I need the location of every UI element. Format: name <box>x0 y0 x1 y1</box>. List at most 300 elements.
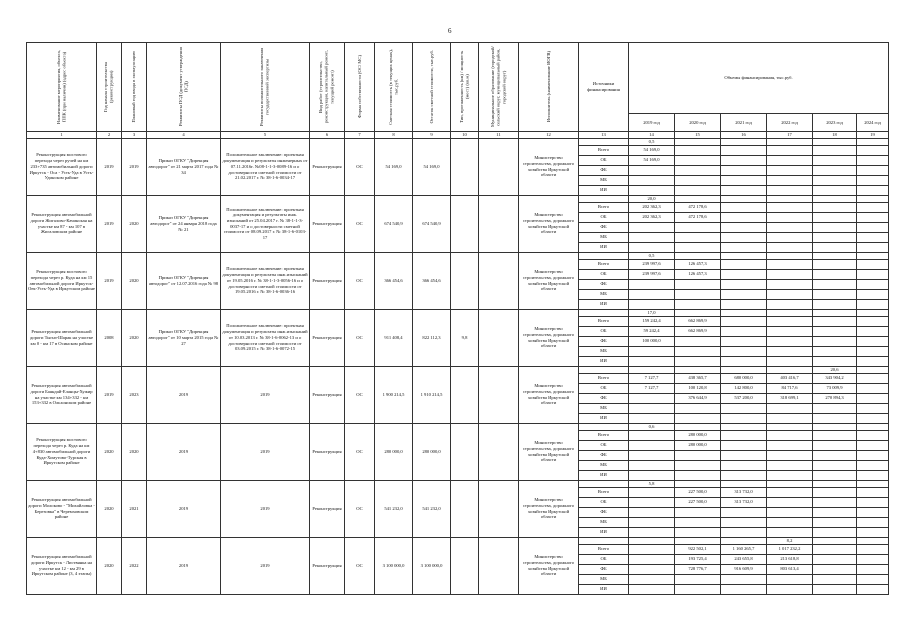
financing-value: 343 904,2 <box>813 373 857 383</box>
financing-value <box>813 450 857 460</box>
financing-value <box>857 242 889 252</box>
financing-value <box>767 403 813 413</box>
financing-value <box>857 155 889 165</box>
financing-value <box>857 487 889 497</box>
object-name: Реконструкция автомобильной дороги Молоково - "Михайловка - Березовка" в Черемховском районе <box>27 480 97 537</box>
financing-value <box>629 574 675 584</box>
financing-value <box>857 393 889 403</box>
ownership: ОС <box>345 309 375 366</box>
source-label: ИИ <box>579 470 629 480</box>
financing-value <box>767 487 813 497</box>
source-label: ИИ <box>579 413 629 423</box>
financing-value <box>721 279 767 289</box>
financing-value <box>767 155 813 165</box>
source-label: Всего <box>579 487 629 497</box>
financing-value <box>721 413 767 423</box>
financing-value: 313 732,0 <box>721 497 767 507</box>
financing-value <box>813 269 857 279</box>
financing-value <box>767 326 813 336</box>
object-name: Реконструкция мостового перехода через ручей на км 233+735 автомобильной дороги Иркутск - Оса - Усть-Уда в Усть-Удинском районе <box>27 138 97 195</box>
financing-value <box>813 155 857 165</box>
financing-value <box>721 259 767 269</box>
financing-value <box>813 517 857 527</box>
empty-cell <box>675 366 721 373</box>
financing-value <box>767 574 813 584</box>
start-year: 2020 <box>97 423 122 480</box>
index-cell: 7 <box>345 132 375 139</box>
financing-value <box>767 185 813 195</box>
financing-value <box>721 336 767 346</box>
financing-value <box>767 460 813 470</box>
index-cell: 18 <box>813 132 857 139</box>
expertise-details: Положительное заключение: проектная документация и результаты инж. изысканий от 25.04.2017 г. № 38-1-1-3-0037-17 и о достоверности сметной стоимости от 08.09.2017 г. № 38-1-6-0103-17 <box>221 195 310 252</box>
financing-value <box>629 289 675 299</box>
source-label: МБ <box>579 346 629 356</box>
financing-value: 472 178,6 <box>675 212 721 222</box>
index-cell: 13 <box>579 132 629 139</box>
empty-cell <box>857 480 889 487</box>
financing-value: 126 457,3 <box>675 259 721 269</box>
table-row <box>27 138 889 145</box>
financing-value <box>767 299 813 309</box>
empty-cell <box>767 195 813 202</box>
source-label: МБ <box>579 517 629 527</box>
expertise-details: 2019 <box>221 537 310 594</box>
source-spacer <box>579 309 629 316</box>
source-label: ОБ <box>579 269 629 279</box>
financing-value <box>813 289 857 299</box>
financing-value: 243 655,8 <box>721 554 767 564</box>
financing-value <box>629 430 675 440</box>
empty-cell <box>813 309 857 316</box>
financing-value: 142 800,0 <box>721 383 767 393</box>
estimated-cost: 911 408,4 <box>375 309 413 366</box>
financing-value <box>629 356 675 366</box>
source-label: МБ <box>579 289 629 299</box>
remaining-cost: 541 232,0 <box>413 480 451 537</box>
financing-value <box>813 145 857 155</box>
source-label: ИИ <box>579 584 629 594</box>
expertise-details: Положительное заключение: проектная документация и результаты инж.изысканий от 19.05.2016 г. № 38-1-1-3-0056-16 и о достоверности сметной стоимости от 19.05.2016 г. № 38-1-6-0036-16 <box>221 252 310 309</box>
financing-value <box>721 185 767 195</box>
financing-value: 728 776,7 <box>675 564 721 574</box>
index-cell: 6 <box>310 132 345 139</box>
index-cell: 8 <box>375 132 413 139</box>
financing-value <box>767 440 813 450</box>
remaining-cost: 54 169,0 <box>413 138 451 195</box>
index-cell: 4 <box>147 132 221 139</box>
empty-cell <box>857 537 889 544</box>
financing-value <box>857 202 889 212</box>
financing-value <box>813 356 857 366</box>
financing-value: 159 242,4 <box>629 316 675 326</box>
index-cell: 1 <box>27 132 97 139</box>
source-label: МБ <box>579 403 629 413</box>
empty-cell <box>857 366 889 373</box>
capacity-value: 20,0 <box>629 195 675 202</box>
index-cell: 2 <box>97 132 122 139</box>
financing-value <box>629 470 675 480</box>
remaining-cost: 280 000,0 <box>413 423 451 480</box>
financing-value <box>675 356 721 366</box>
financing-value <box>813 175 857 185</box>
financing-value: 227 500,0 <box>675 487 721 497</box>
municipality <box>479 195 519 252</box>
financing-value <box>721 430 767 440</box>
financing-value <box>857 346 889 356</box>
financing-value <box>629 393 675 403</box>
financing-value <box>813 165 857 175</box>
financing-value <box>721 232 767 242</box>
financing-value <box>857 316 889 326</box>
psd-details: Приказ ОГКУ "Дирекция автодорог" от 12.07.2016 года № 98 <box>147 252 221 309</box>
financing-value: 376 644,9 <box>675 393 721 403</box>
financing-value: 84 717,6 <box>767 383 813 393</box>
empty-cell <box>721 423 767 430</box>
source-label: ОБ <box>579 554 629 564</box>
financing-value <box>675 450 721 460</box>
financing-value <box>813 326 857 336</box>
financing-value <box>629 564 675 574</box>
financing-value <box>675 145 721 155</box>
source-label: Всего <box>579 145 629 155</box>
capacity-value: 8,2 <box>767 537 813 544</box>
work-type: Реконструкция <box>310 480 345 537</box>
empty-cell <box>813 537 857 544</box>
financing-value <box>629 403 675 413</box>
executor: Министерство строительства, дорожного хозяйства Иркутской области <box>519 537 579 594</box>
empty-cell <box>675 423 721 430</box>
source-label: МБ <box>579 574 629 584</box>
table-row <box>27 480 889 487</box>
col-header-sources: Источники финансирования <box>579 43 629 132</box>
financing-value <box>857 212 889 222</box>
financing-value <box>857 299 889 309</box>
financing-value: 100 120,8 <box>675 383 721 393</box>
header-row <box>27 43 889 114</box>
financing-value: 680 000,0 <box>721 373 767 383</box>
col-header-cost: Сметная стоимость (в текущих ценах), тыс.руб. <box>375 43 413 132</box>
financing-value: 803 613,4 <box>767 564 813 574</box>
financing-value <box>857 440 889 450</box>
financing-value <box>767 242 813 252</box>
financing-value <box>675 279 721 289</box>
financing-value <box>629 450 675 460</box>
capacity-value: 20,6 <box>813 366 857 373</box>
table-row <box>27 309 889 316</box>
year-2022: 2022 год <box>767 114 813 132</box>
object-name: Реконструкция мостового перехода через р. Куда на км 15 автомобильной дороги Иркутск-Оек-Усть-Уда в Иркутском районе <box>27 252 97 309</box>
financing-value <box>675 507 721 517</box>
financing-value <box>767 316 813 326</box>
index-cell: 12 <box>519 132 579 139</box>
empty-cell <box>629 366 675 373</box>
financing-value <box>767 222 813 232</box>
executor: Министерство строительства, дорожного хозяйства Иркутской области <box>519 195 579 252</box>
empty-cell <box>675 138 721 145</box>
object-name: Реконструкция мостового перехода через р. Куда на км 4+830 автомобильной дороги Куда-Хомутово-Турская в Иркутском районе <box>27 423 97 480</box>
financing-value <box>813 316 857 326</box>
municipality <box>479 480 519 537</box>
financing-value <box>813 336 857 346</box>
financing-value <box>629 460 675 470</box>
financing-value <box>767 346 813 356</box>
end-year: 2019 <box>122 138 147 195</box>
source-spacer <box>579 138 629 145</box>
table-body <box>27 138 889 594</box>
psd-details: Приказ ОГКУ "Дирекция автодорог" от 10 марта 2015 года № 27 <box>147 309 221 366</box>
source-label: ОБ <box>579 497 629 507</box>
ownership: ОС <box>345 537 375 594</box>
capacity <box>451 423 479 480</box>
col-header-name: Наименование мероприятия, объекта, ППК (при наличии) (адрес объекта) <box>27 43 97 132</box>
source-label: ИИ <box>579 299 629 309</box>
empty-cell <box>767 138 813 145</box>
source-label: Всего <box>579 316 629 326</box>
ownership: ОС <box>345 423 375 480</box>
financing-value <box>767 279 813 289</box>
financing-value <box>721 155 767 165</box>
financing-value <box>857 574 889 584</box>
end-year: 2020 <box>122 195 147 252</box>
source-label: МБ <box>579 175 629 185</box>
empty-cell <box>857 309 889 316</box>
financing-value <box>629 279 675 289</box>
financing-value: 59 242,4 <box>629 326 675 336</box>
financing-value <box>767 413 813 423</box>
table-row <box>27 423 889 430</box>
financing-value <box>767 507 813 517</box>
financing-value <box>767 175 813 185</box>
financing-value <box>675 165 721 175</box>
source-label: ФБ <box>579 450 629 460</box>
col-header-executor: Исполнитель (наименование ИОГВ) <box>519 43 579 132</box>
end-year: 2022 <box>122 537 147 594</box>
empty-cell <box>675 537 721 544</box>
expertise-details: 2019 <box>221 423 310 480</box>
capacity <box>451 480 479 537</box>
estimated-cost: 674 540,9 <box>375 195 413 252</box>
financing-value: 438 365,7 <box>675 373 721 383</box>
financing-value <box>629 346 675 356</box>
index-cell: 15 <box>675 132 721 139</box>
financing-value <box>675 584 721 594</box>
col-header-ownership: Форма собственности (ОС/ МС) <box>345 43 375 132</box>
executor: Министерство строительства, дорожного хозяйства Иркутской области <box>519 480 579 537</box>
source-label: ОБ <box>579 440 629 450</box>
empty-cell <box>813 138 857 145</box>
start-year: 2019 <box>97 366 122 423</box>
financing-value: 403 416,7 <box>767 373 813 383</box>
table-row <box>27 537 889 544</box>
empty-cell <box>721 252 767 259</box>
capacity <box>451 252 479 309</box>
financing-value <box>675 460 721 470</box>
financing-value <box>813 299 857 309</box>
psd-details: 2019 <box>147 423 221 480</box>
capacity <box>451 138 479 195</box>
financing-value: 193 725,4 <box>675 554 721 564</box>
financing-value <box>629 242 675 252</box>
financing-value: 537 200,0 <box>721 393 767 403</box>
financing-value <box>767 145 813 155</box>
financing-value <box>813 185 857 195</box>
financing-value <box>857 222 889 232</box>
col-header-financing: Объемы финансирования, тыс.руб. <box>629 43 889 114</box>
financing-value <box>629 544 675 554</box>
table-row <box>27 195 889 202</box>
index-cell: 16 <box>721 132 767 139</box>
index-cell: 5 <box>221 132 310 139</box>
estimated-cost: 1 900 214,5 <box>375 366 413 423</box>
financing-value: 54 169,0 <box>629 155 675 165</box>
object-name: Реконструкция автомобильной дороги Баяндай-Еланцы-Хужир на участке км 134+332 - км 153+332 в Ольхонском районе <box>27 366 97 423</box>
source-spacer <box>579 195 629 202</box>
financing-value: 280 000,0 <box>675 440 721 450</box>
capacity-value: 5,8 <box>629 480 675 487</box>
financing-value <box>767 430 813 440</box>
estimated-cost: 366 454,6 <box>375 252 413 309</box>
source-label: ФБ <box>579 336 629 346</box>
col-header-start: Год начала строительства (реконструкции) <box>97 43 122 132</box>
index-cell: 14 <box>629 132 675 139</box>
financing-value <box>629 554 675 564</box>
financing-value <box>813 440 857 450</box>
capacity <box>451 195 479 252</box>
financing-value <box>813 527 857 537</box>
financing-value: 472 178,6 <box>675 202 721 212</box>
empty-cell <box>857 195 889 202</box>
financing-value <box>629 232 675 242</box>
ownership: ОС <box>345 252 375 309</box>
col-header-municipality: Муниципальное образование (городской/сельский округ, муниципальный район, городской округ) <box>479 43 519 132</box>
capacity <box>451 537 479 594</box>
financing-value <box>721 316 767 326</box>
expertise-details: Положительное заключение: проектная документация и результаты инженерных от 07.11.2016г. №08-1-1-3-0089-16 и о достоверности сметной стоимости от 21.02.2017 г. № 38-1-6-0034-17 <box>221 138 310 195</box>
end-year: 2020 <box>122 423 147 480</box>
empty-cell <box>813 195 857 202</box>
empty-cell <box>767 480 813 487</box>
start-year: 2019 <box>97 195 122 252</box>
financing-value <box>857 564 889 574</box>
financing-value <box>857 269 889 279</box>
financing-value <box>675 175 721 185</box>
financing-table <box>26 42 889 595</box>
financing-value <box>767 232 813 242</box>
source-label: ОБ <box>579 155 629 165</box>
financing-value <box>629 497 675 507</box>
year-2024: 2024 год <box>857 114 889 132</box>
financing-value <box>629 413 675 423</box>
empty-cell <box>675 480 721 487</box>
financing-value: 270 894,3 <box>813 393 857 403</box>
year-2019: 2019 год <box>629 114 675 132</box>
financing-value: 100 000,0 <box>629 336 675 346</box>
financing-value <box>813 232 857 242</box>
financing-value <box>767 165 813 175</box>
remaining-cost: 3 100 000,0 <box>413 537 451 594</box>
financing-value: 662 869,9 <box>675 326 721 336</box>
financing-value <box>813 222 857 232</box>
financing-value <box>857 326 889 336</box>
financing-value <box>721 356 767 366</box>
source-label: Всего <box>579 544 629 554</box>
municipality <box>479 366 519 423</box>
financing-value: 280 000,0 <box>675 430 721 440</box>
ownership: ОС <box>345 366 375 423</box>
start-year: 2019 <box>97 138 122 195</box>
source-label: ФБ <box>579 507 629 517</box>
remaining-cost: 366 454,6 <box>413 252 451 309</box>
financing-value <box>813 413 857 423</box>
financing-value <box>721 269 767 279</box>
financing-value: 73 009,9 <box>813 383 857 393</box>
year-2023: 2023 год <box>813 114 857 132</box>
financing-value <box>629 517 675 527</box>
financing-value <box>857 470 889 480</box>
empty-cell <box>767 423 813 430</box>
financing-value <box>629 175 675 185</box>
object-name: Реконструкция автомобильной дороги Тыгнэ-Шарак на участке км 0 - км 17 в Осинском районе <box>27 309 97 366</box>
financing-value <box>721 460 767 470</box>
empty-cell <box>721 195 767 202</box>
financing-value: 7 127,7 <box>629 373 675 383</box>
page-number: 6 <box>448 27 452 35</box>
financing-value <box>813 554 857 564</box>
financing-value <box>721 517 767 527</box>
remaining-cost: 822 112,3 <box>413 309 451 366</box>
source-spacer <box>579 480 629 487</box>
start-year: 2008 <box>97 309 122 366</box>
financing-value: 126 457,3 <box>675 269 721 279</box>
financing-value <box>629 222 675 232</box>
municipality <box>479 309 519 366</box>
financing-value <box>629 299 675 309</box>
executor: Министерство строительства, дорожного хозяйства Иркутской области <box>519 138 579 195</box>
empty-cell <box>813 252 857 259</box>
financing-value <box>813 497 857 507</box>
expertise-details: Положительное заключение: проектная документация и результаты инж.изысканий от 10.03.2013 г. № 38-1-6-0062-13 и о достоверности сметной стоимости от 03.09.2015 г. № 38-1-6-0072-15 <box>221 309 310 366</box>
work-type: Реконструкция <box>310 252 345 309</box>
estimated-cost: 541 232,0 <box>375 480 413 537</box>
empty-cell <box>813 480 857 487</box>
work-type: Реконструкция <box>310 195 345 252</box>
table-row <box>27 252 889 259</box>
empty-cell <box>857 423 889 430</box>
financing-value <box>721 527 767 537</box>
financing-value <box>629 440 675 450</box>
financing-value <box>857 430 889 440</box>
financing-value <box>813 212 857 222</box>
financing-value: 318 699,1 <box>767 393 813 403</box>
financing-value <box>721 574 767 584</box>
financing-value: 1 160 265,7 <box>721 544 767 554</box>
source-label: ОБ <box>579 212 629 222</box>
source-label: ОБ <box>579 383 629 393</box>
financing-value <box>721 584 767 594</box>
financing-value <box>767 450 813 460</box>
financing-value <box>721 470 767 480</box>
psd-details: 2019 <box>147 537 221 594</box>
executor: Министерство строительства, дорожного хозяйства Иркутской области <box>519 309 579 366</box>
financing-value <box>813 460 857 470</box>
financing-value <box>813 430 857 440</box>
financing-value <box>767 259 813 269</box>
index-cell: 10 <box>451 132 479 139</box>
empty-cell <box>767 309 813 316</box>
financing-value <box>813 564 857 574</box>
empty-cell <box>675 252 721 259</box>
